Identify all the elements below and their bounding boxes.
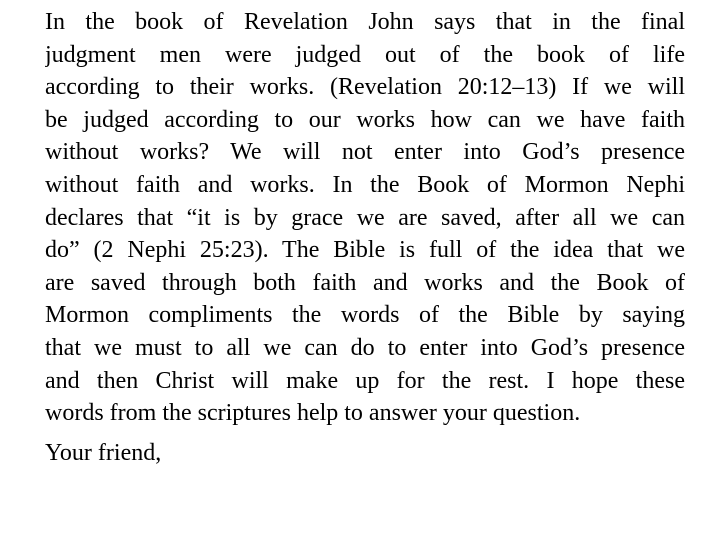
body-line: that we must to all we can do to enter into God’s presence xyxy=(45,334,685,361)
body-line: In the book of Revelation John says that in the final xyxy=(45,9,685,35)
body-line: without works? We will not enter into God’s presence xyxy=(45,139,685,166)
body-line: do” (2 Nephi 25:23). The Bible is full of the idea that we xyxy=(45,237,685,264)
body-line: be judged according to our works how can we have faith xyxy=(45,106,685,133)
body-line: declares that “it is by grace we are saved, after all we can xyxy=(45,204,685,231)
body-line: are saved through both faith and works and the Book of xyxy=(45,269,685,296)
letter-page xyxy=(45,6,685,469)
letter-body-paragraph xyxy=(45,6,685,430)
letter-closing: Your friend, xyxy=(45,439,162,466)
body-line: according to their works. (Revelation 20:12–13) If we will xyxy=(45,74,685,101)
body-line: and then Christ will make up for the rest. I hope these xyxy=(45,367,685,394)
body-line: without faith and works. In the Book of Mormon Nephi xyxy=(45,171,685,198)
body-line: Mormon compliments the words of the Bible by saying xyxy=(45,302,685,329)
body-line: judgment men were judged out of the book of life xyxy=(45,41,685,68)
body-line: words from the scriptures help to answer your question. xyxy=(45,400,581,427)
